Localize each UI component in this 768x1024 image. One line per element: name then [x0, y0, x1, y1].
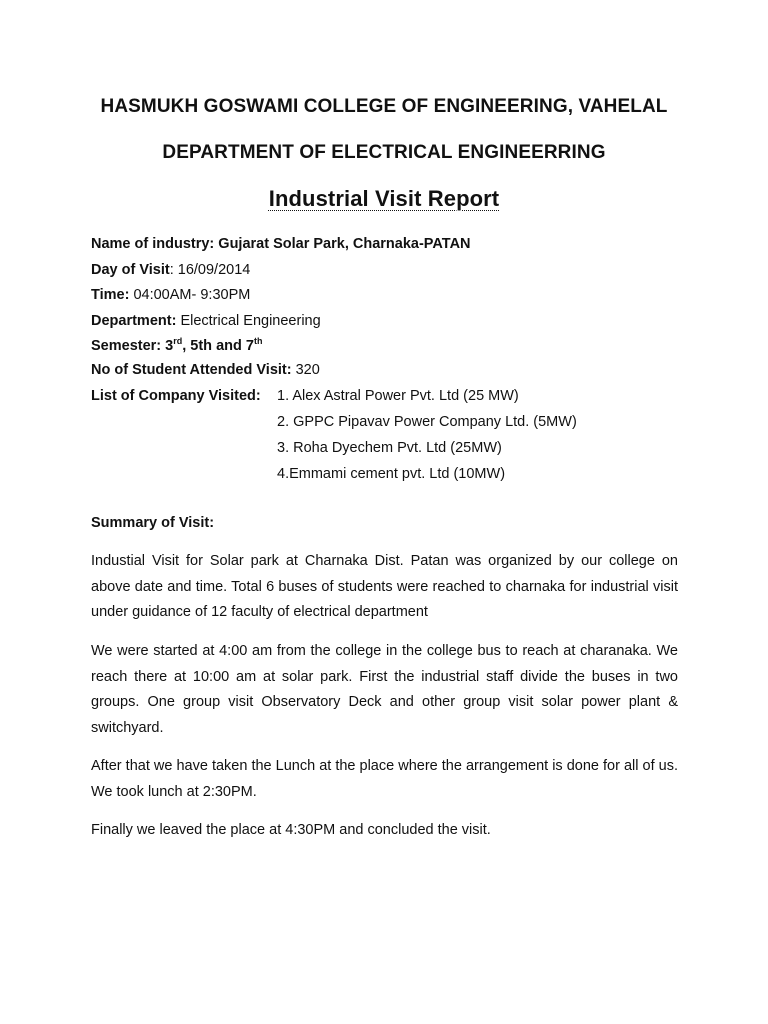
summary-paragraph: Finally we leaved the place at 4:30PM and concluded the visit.: [91, 822, 491, 838]
time-value: 04:00AM- 9:30PM: [133, 287, 251, 303]
day-value: : 16/09/2014: [169, 262, 251, 278]
day-label: Day of Visit: [91, 262, 170, 278]
department-label: Department:: [91, 313, 181, 329]
industry-value: Gujarat Solar Park, Charnaka-PATAN: [218, 236, 471, 252]
summary-title: Summary of Visit:: [91, 515, 215, 531]
company-item: 2. GPPC Pipavav Power Company Ltd. (5MW): [277, 414, 577, 430]
students-row: [91, 362, 320, 378]
semester-row: [91, 336, 262, 354]
time-row: [91, 287, 250, 303]
industry-label: Name of industry:: [91, 236, 219, 252]
company-item: 1. Alex Astral Power Pvt. Ltd (25 MW): [277, 388, 519, 404]
semester-first-suffix: rd: [173, 336, 183, 346]
students-value: 320: [295, 362, 320, 378]
semester-first: 3: [165, 337, 174, 354]
students-label: No of Student Attended Visit:: [91, 362, 296, 378]
department-row: [91, 313, 321, 329]
companies-label: List of Company Visited:: [91, 388, 261, 404]
company-item: 3. Roha Dyechem Pvt. Ltd (25MW): [277, 440, 502, 456]
industry-row: [91, 236, 471, 252]
summary-paragraph: Industial Visit for Solar park at Charnaka Dist. Patan was organized by our college on above date and time. Total 6 buses of students were reached to charnaka for industrial visit under guidance of 12 faculty of electrical department: [91, 553, 678, 620]
summary-paragraph: We were started at 4:00 am from the college in the college bus to reach at charanaka. We reach there at 10:00 am at solar park. First the industrial staff divide the buses in two groups. One group visit Observatory Deck and other group visit solar power plant & switchyard.: [91, 643, 678, 736]
semester-last-suffix: th: [253, 336, 263, 346]
semester-label: Semester:: [91, 337, 166, 354]
company-item: 4.Emmami cement pvt. Ltd (10MW): [277, 466, 506, 482]
semester-rest: , 5th and 7: [182, 337, 254, 354]
report-title: [0, 186, 768, 212]
department-value: Electrical Engineering: [180, 313, 321, 329]
department-heading: DEPARTMENT OF ELECTRICAL ENGINEERRING: [162, 142, 606, 163]
college-name: HASMUKH GOSWAMI COLLEGE OF ENGINEERING, VAHELAL: [100, 96, 668, 117]
day-row: [91, 262, 250, 278]
summary-paragraph: After that we have taken the Lunch at the place where the arrangement is done for all of us. We took lunch at 2:30PM.: [91, 758, 678, 800]
report-title-text: Industrial Visit Report: [268, 186, 500, 211]
time-label: Time:: [91, 287, 134, 303]
